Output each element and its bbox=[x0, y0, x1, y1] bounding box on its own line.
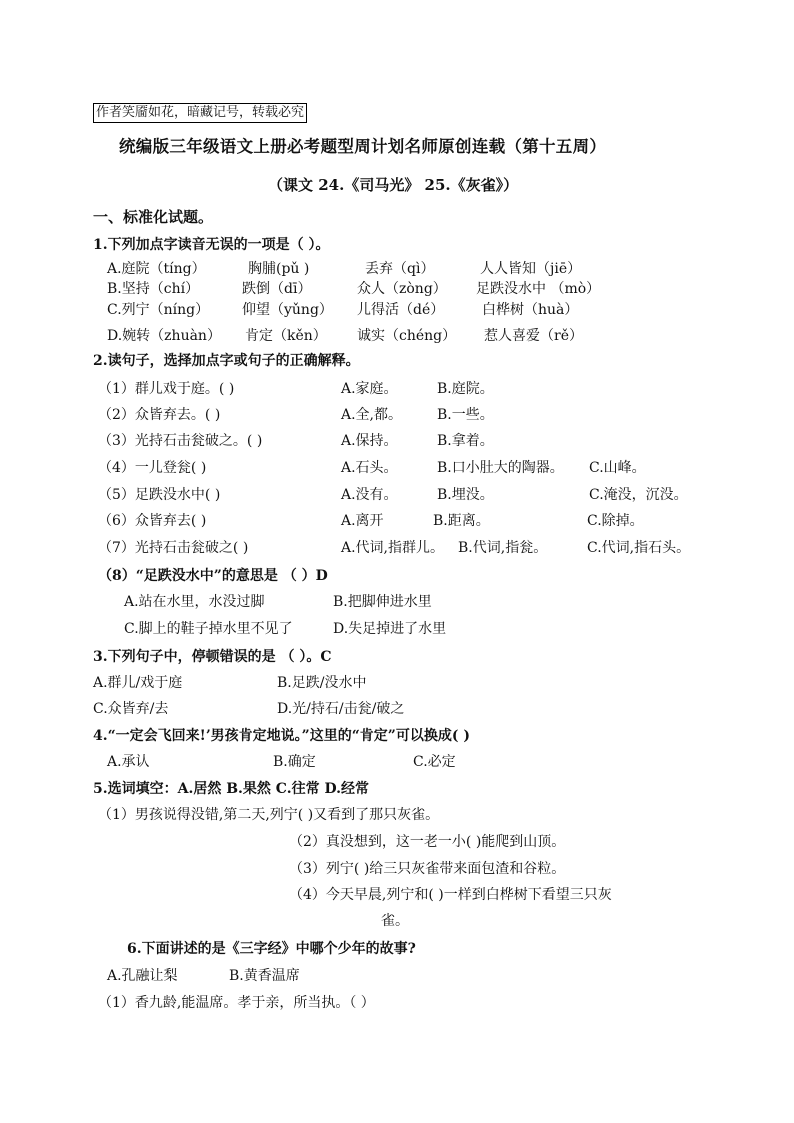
q6-option-a: A.孔融让梨 bbox=[107, 968, 178, 984]
q1-c-1: C.列宁（níng） bbox=[107, 302, 210, 318]
q1-d-2: 肯定（kěn） bbox=[245, 328, 327, 344]
q2-3-option-a: A.保持。 bbox=[341, 433, 398, 449]
q5-sentence-2: （2）真没想到，这一老一小( )能爬到山顶。 bbox=[289, 834, 566, 850]
q2-4-sentence: （4）一儿登瓮( ) bbox=[98, 460, 207, 476]
q3-option-a: A.群儿/戏于庭 bbox=[93, 675, 183, 691]
q1-d-4: 惹人喜爱（rě） bbox=[484, 328, 583, 344]
q2-3-option-b: B.拿着。 bbox=[437, 433, 494, 449]
q6-sentence-1: （1）香九龄,能温席。孝于亲，所当执。（ ） bbox=[98, 995, 375, 1011]
q1-b-2: 跌倒（dī） bbox=[242, 281, 312, 297]
q3-stem: 3.下列句子中，停顿错误的是 （ ）。C bbox=[93, 649, 332, 665]
q4-option-b: B.确定 bbox=[273, 754, 316, 770]
watermark: 作者笑靥如花，暗藏记号，转载必究 bbox=[93, 103, 307, 123]
q2-5-option-b: B.埋没。 bbox=[437, 487, 494, 503]
q1-c-4: 白桦树（huà） bbox=[482, 302, 579, 318]
q1-b-3: 众人（zòng） bbox=[357, 281, 447, 297]
q1-b-1: B.坚持（chí） bbox=[107, 281, 200, 297]
q2-7-option-a: A.代词,指群儿。 bbox=[341, 540, 445, 556]
q2-2-option-b: B.一些。 bbox=[437, 407, 494, 423]
q3-option-d: D.光/持石/击瓮/破之 bbox=[277, 701, 405, 717]
q1-a-2: 胸脯(pǔ ) bbox=[248, 261, 310, 277]
q2-5-option-a: A.没有。 bbox=[341, 487, 398, 503]
q2-5-sentence: （5）足跌没水中( ) bbox=[98, 487, 221, 503]
q2-2-option-a: A.全,都。 bbox=[341, 407, 403, 423]
q2-1-option-a: A.家庭。 bbox=[341, 381, 398, 397]
page-title: 统编版三年级语文上册必考题型周计划名师原创连载（第十五周） bbox=[119, 137, 607, 156]
q2-6-option-b: B.距离。 bbox=[433, 513, 490, 529]
q1-c-2: 仰望（yǔng） bbox=[242, 302, 333, 318]
q2-4-option-a: A.石头。 bbox=[341, 460, 398, 476]
q1-d-3: 诚实（chéng） bbox=[357, 328, 457, 344]
q2-8-option-a: A.站在水里，水没过脚 bbox=[124, 594, 265, 610]
q1-stem: 1.下列加点字读音无误的一项是（ ）。 bbox=[93, 237, 330, 253]
q2-5-option-c: C.淹没，沉没。 bbox=[589, 487, 688, 503]
q2-4-option-b: B.口小肚大的陶器。 bbox=[437, 460, 564, 476]
q3-option-b: B.足跌/没水中 bbox=[277, 675, 367, 691]
q1-d-1: D.婉转（zhuàn） bbox=[107, 328, 221, 344]
q5-sentence-1: （1）男孩说得没错,第二天,列宁( )又看到了那只灰雀。 bbox=[98, 807, 440, 823]
q4-option-c: C.必定 bbox=[413, 754, 456, 770]
q1-a-1: A.庭院（tíng） bbox=[107, 261, 206, 277]
q2-3-sentence: （3）光持石击瓮破之。( ) bbox=[98, 433, 263, 449]
q2-stem: 2.读句子，选择加点字或句子的正确解释。 bbox=[93, 353, 360, 369]
q2-6-option-a: A.离开 bbox=[341, 513, 384, 529]
page-subtitle: （课文 24.《司马光》 25.《灰雀》） bbox=[268, 176, 519, 194]
q5-sentence-3: （3）列宁( )给三只灰雀带来面包渣和谷粒。 bbox=[289, 861, 566, 877]
q2-1-sentence: （1）群儿戏于庭。( ) bbox=[98, 381, 235, 397]
q6-option-b: B.黄香温席 bbox=[229, 968, 300, 984]
q5-sentence-4: （4）今天早晨,列宁和( )一样到白桦树下看望三只灰 bbox=[289, 887, 612, 903]
q4-stem: 4.“一定会飞回来!’男孩肯定地说。”这里的“肯定”可以换成( ) bbox=[93, 728, 470, 744]
q3-option-c: C.众皆弃/去 bbox=[93, 701, 169, 717]
q6-stem: 6.下面讲述的是《三字经》中哪个少年的故事? bbox=[127, 941, 416, 957]
q1-a-4: 人人皆知（jiē） bbox=[480, 261, 582, 277]
q2-8-option-d: D.失足掉进了水里 bbox=[333, 621, 447, 637]
q1-a-3: 丢弃（qì） bbox=[365, 261, 435, 277]
q5-stem: 5.选词填空：A.居然 B.果然 C.往常 D.经常 bbox=[93, 781, 369, 797]
q2-8-stem: （8）“足跌没水中”的意思是 （ ）D bbox=[98, 568, 328, 584]
section-heading: 一、标准化试题。 bbox=[93, 208, 214, 226]
q2-1-option-b: B.庭院。 bbox=[437, 381, 494, 397]
q2-7-option-b: B.代词,指瓮。 bbox=[458, 540, 548, 556]
q2-6-option-c: C.除掉。 bbox=[587, 513, 644, 529]
q1-c-3: 儿得活（dé） bbox=[357, 302, 445, 318]
q2-4-option-c: C.山峰。 bbox=[589, 460, 646, 476]
q5-sentence-4-cont: 雀。 bbox=[381, 913, 409, 929]
q2-8-option-b: B.把脚伸进水里 bbox=[333, 594, 432, 610]
q4-option-a: A.承认 bbox=[107, 754, 150, 770]
q2-6-sentence: （6）众皆弃去( ) bbox=[98, 513, 207, 529]
q2-8-option-c: C.脚上的鞋子掉水里不见了 bbox=[124, 621, 293, 637]
q2-7-sentence: （7）光持石击瓮破之( ) bbox=[98, 540, 249, 556]
q1-b-4: 足跌没水中 （mò） bbox=[476, 281, 601, 297]
q2-2-sentence: （2）众皆弃去。( ) bbox=[98, 407, 221, 423]
q2-7-option-c: C.代词,指石头。 bbox=[587, 540, 691, 556]
